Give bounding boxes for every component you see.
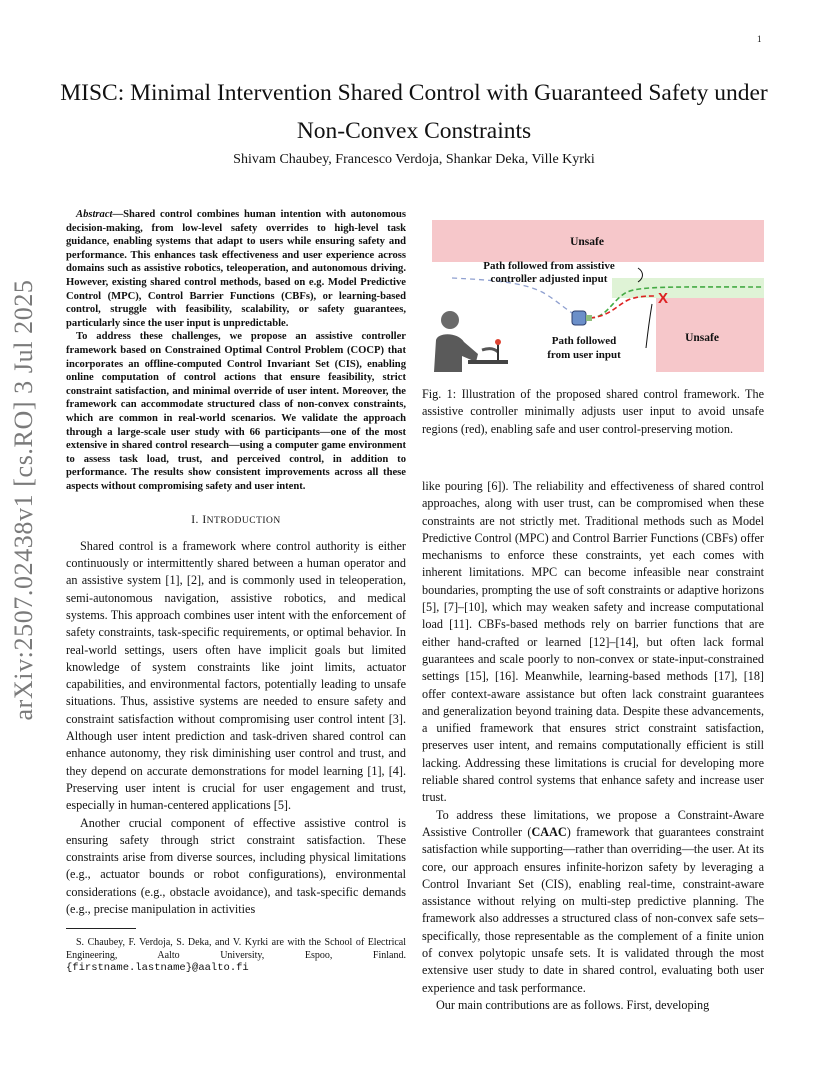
abstract-paragraph-1 bbox=[66, 208, 406, 330]
right-column bbox=[422, 478, 764, 1014]
left-column bbox=[66, 208, 406, 975]
unsafe-label-top: Unsafe bbox=[570, 236, 604, 248]
intro-paragraph-1: Shared control is a framework where control authority is either continuously or intermittently shared between a human operator and an assistive system [1], [2], and is commonly used in teleoperation, semi-autonomous navigation, assistive robotics, and medical systems. This approach combines user intent with the enforcement of safety constraints, task-specific requirements, or optimal behavior. In real-world settings, users often have implicit goals but limited knowledge of system constraints like joint limits, actuator capabilities, and environmental factors, potentially leading to unsafe situations. Thus, assistive systems are needed to ensure safety and constraint satisfaction without compromising user control intent [3]. Although user intent prediction and task-driven shared control can enhance autonomy, they risk diminishing user control and trust, and they depend on accurate demonstrations for model learning [1], [4]. Preserving user intent is crucial for user engagement and trust, especially in human-centered applications [5]. bbox=[66, 538, 406, 813]
intro-paragraph-3: like pouring [6]). The reliability and effectiveness of shared control approaches, along with user trust, can be compromised when these constraints are not strictly met. Traditional methods such as Model Predictive Control (MPC) and Control Barrier Functions (CBFs) offer mechanisms to enforce these constraints, yet each comes with inherent limitations. MPC can become infeasible near constraint boundaries, prompting the use of soft constraints or adaptive horizons [5], [7]–[10], which may weaken safety and increase computational load [11]. CBFs-based methods rely on barrier functions that are either hand-crafted or learned [12]–[14], but often lack formal guarantees and scale poorly to non-convex or state-input-constrained settings [15], [16]. Meanwhile, learning-based methods [17], [18] offer context-aware assistance but often lack constraint guarantees and generalization beyond training data. Despite these advancements, a unified framework that ensures strict constraint satisfaction, preserves user intent, and remains computationally efficient is still lacking. Addressing these limitations is crucial for developing more reliable shared control systems that enhance safety and increase user trust. bbox=[422, 479, 764, 805]
abstract-text-1: —Shared control combines human intention with autonomous decision-making, from low-level safety overrides to high-level task guidance, enabling systems that adapt to users while ensuring safety and performance. This enhances task effectiveness and user experience across domains such as assistive robotics, teleoperation, and autonomous driving. However, existing shared control methods, based on e.g. Model Predictive Control (MPC), Control Barrier Functions (CBFs), or learning-based control, struggle with feasibility, scalability, or safety guarantees, particularly since the user input is unpredictable. bbox=[66, 209, 406, 329]
intro-paragraph-4 bbox=[422, 807, 764, 997]
figure-caption bbox=[422, 386, 764, 438]
figure-1 bbox=[432, 220, 764, 372]
paper-authors: Shivam Chaubey, Francesco Verdoja, Shankar Deka, Ville Kyrki bbox=[233, 152, 595, 167]
arxiv-stamp-text: arXiv:2507.02438v1 [cs.RO] 3 Jul 2025 bbox=[9, 279, 38, 721]
callout-arrow-bottom bbox=[646, 304, 652, 348]
intro-p4-end: ) framework that guarantees constraint satisfaction while supporting—rather than overriding—the user. At its core, our approach ensures infinite-horizon safety by leveraging a Control Invariant Set (CIS), enabling real-time, constraint-aware assistance without relying on multi-step predictive planning. The framework also addresses a structured class of non-convex safe sets–specifically, those representable as the complement of a finite union of convex polytopic unsafe sets. It is validated through the most extensive user study to date in shared control, evaluating both user experience and task performance. bbox=[422, 824, 764, 995]
abstract bbox=[66, 208, 406, 493]
paper-title: MISC: Minimal Intervention Shared Control with Guaranteed Safety under Non-Convex Constraints bbox=[60, 80, 768, 144]
footnote-text: S. Chaubey, F. Verdoja, S. Deka, and V. Kyrki are with the School of Electrical Engineering, Aalto University, Espoo, Finland. bbox=[66, 937, 406, 961]
assist-path-label-line2: controller adjusted input bbox=[490, 273, 608, 285]
user-with-joystick-icon bbox=[434, 311, 508, 372]
intro-p4-start: To address these limitations, we propose a Constraint-Aware Assistive Controller ( bbox=[422, 807, 764, 839]
robot-icon bbox=[572, 311, 592, 325]
section-first-letter: I bbox=[202, 514, 207, 527]
footnote-email: {firstname.lastname}@aalto.fi bbox=[66, 962, 249, 975]
intro-left-body bbox=[66, 538, 406, 919]
section-numeral: I. bbox=[191, 514, 199, 527]
user-path-label-line2: from user input bbox=[547, 349, 621, 361]
abstract-label: Abstract bbox=[76, 209, 113, 220]
footnote-rule bbox=[66, 928, 136, 929]
assist-path-label-line1: Path followed from assistive bbox=[483, 260, 615, 272]
caption-label: Fig. 1: bbox=[422, 387, 457, 401]
footnote bbox=[66, 937, 406, 975]
violation-mark: X bbox=[658, 290, 669, 307]
arxiv-stamp bbox=[4, 279, 44, 721]
abstract-paragraph-2: To address these challenges, we propose an assistive controller framework based on Constrained Optimal Control Problem (COCP) that incorporates an offline-computed Control Invariant Set (CIS), enabling online computation of control actions that ensure feasibility, strict constraint satisfaction, and minimal override of user intent. Moreover, the framework can accommodate structured class of non-convex constraints, which are common in real-world scenarios. We validate the approach through a large-scale user study with 66 participants—one of the most extensive in shared control research—using a computer game environment to assess task load, trust, and perceived control, in addition to performance. The results show consistent improvements across all these aspects without compromising safety and user intent. bbox=[66, 331, 406, 492]
page-number: 1 bbox=[757, 34, 762, 44]
intro-paragraph-2: Another crucial component of effective assistive control is ensuring safety through strict constraint satisfaction. These constraints arise from diverse sources, including physical limitations (e.g., actuator bounds or robot configurations), environmental considerations (e.g., obstacle avoidance), and task-specific demands (e.g., precise manipulation in activities bbox=[66, 815, 406, 916]
caac-acronym: CAAC bbox=[531, 824, 567, 839]
caption-text: Illustration of the proposed shared control framework. The assistive controller minimally adjusts user input to avoid unsafe regions (red), enabling safe and user control-preserving motion. bbox=[422, 387, 764, 436]
user-path-label-line1: Path followed bbox=[551, 335, 617, 347]
section-rest: NTRODUCTION bbox=[206, 516, 281, 527]
intro-paragraph-5: Our main contributions are as follows. First, developing bbox=[436, 997, 710, 1012]
section-heading-introduction bbox=[66, 512, 406, 530]
safe-band bbox=[612, 278, 764, 298]
unsafe-label-right: Unsafe bbox=[685, 332, 719, 344]
